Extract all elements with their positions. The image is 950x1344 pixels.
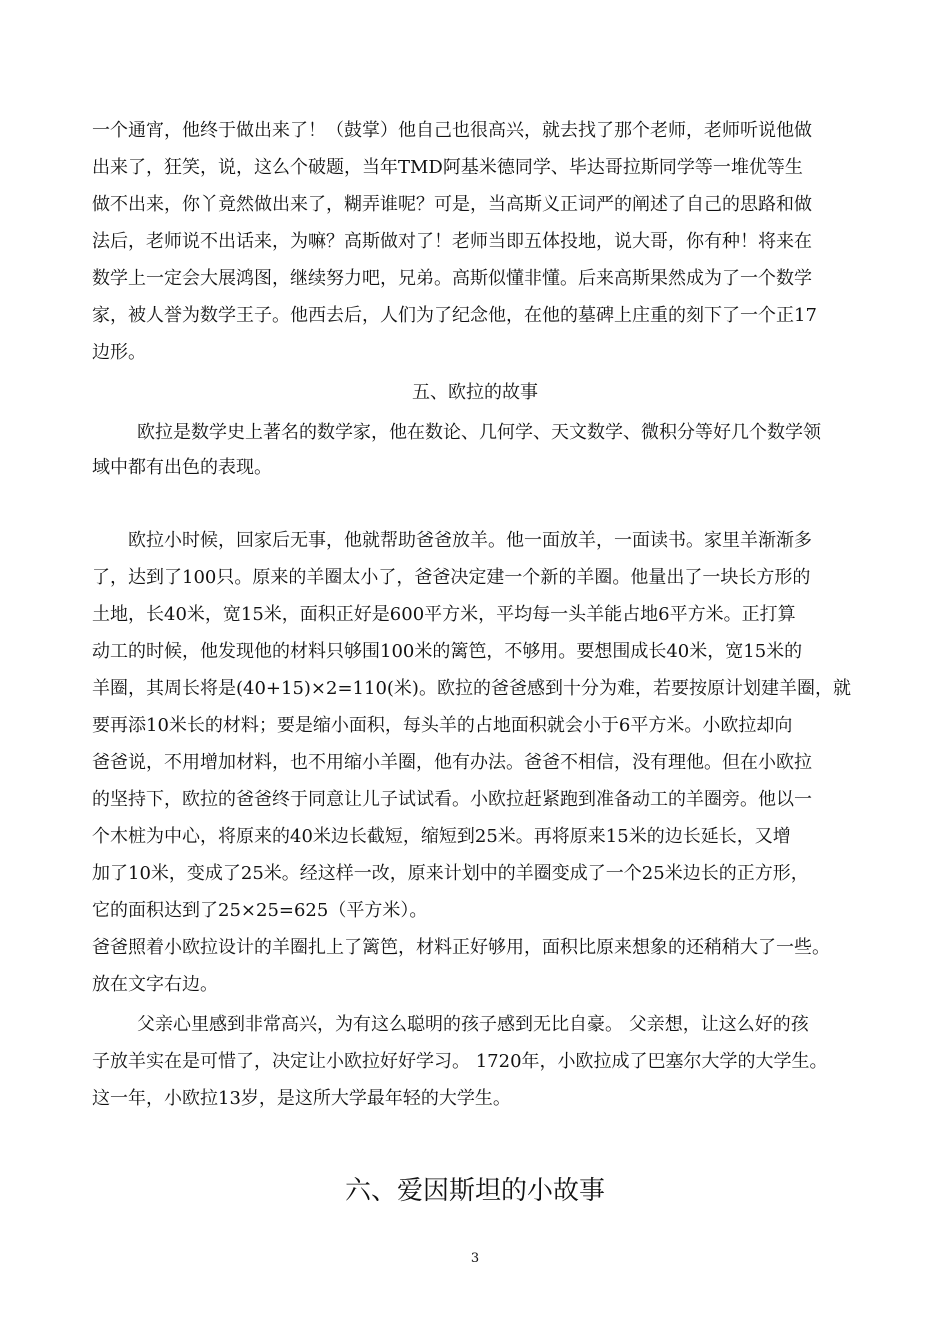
paragraph-line: 出来了，狂笑，说，这么个破题，当年TMD阿基米德同学、毕达哥拉斯同学等一堆优等生 — [92, 157, 803, 178]
paragraph-line: 的坚持下，欧拉的爸爸终于同意让儿子试试看。小欧拉赶紧跑到准备动工的羊圈旁。他以一 — [92, 789, 812, 810]
paragraph-line: 它的面积达到了25×25=625（平方米）。 — [92, 900, 428, 921]
page-number: 3 — [470, 1251, 480, 1266]
paragraph-line: 法后，老师说不出话来，为嘛？高斯做对了！老师当即五体投地，说大哥，你有种！将来在 — [92, 231, 812, 252]
paragraph-line: 要再添10米长的材料；要是缩小面积，每头羊的占地面积就会小于6平方米。小欧拉却向 — [92, 715, 793, 736]
paragraph-line: 羊圈，其周长将是(40+15)×2=110(米)。欧拉的爸爸感到十分为难，若要按原计划建羊圈，就 — [92, 678, 851, 699]
paragraph-line: 父亲心里感到非常高兴，为有这么聪明的孩子感到无比自豪。 父亲想，让这么好的孩 — [137, 1014, 809, 1035]
paragraph-line: 数学上一定会大展鸿图，继续努力吧，兄弟。高斯似懂非懂。后来高斯果然成为了一个数学 — [92, 268, 812, 289]
paragraph-line: 边形。 — [92, 342, 146, 363]
paragraph-line: 做不出来，你丫竟然做出来了，糊弄谁呢？可是，当高斯义正词严的阐述了自己的思路和做 — [92, 194, 812, 215]
paragraph-line: 了，达到了100只。原来的羊圈太小了，爸爸决定建一个新的羊圈。他量出了一块长方形的 — [92, 567, 811, 588]
paragraph-line: 子放羊实在是可惜了，决定让小欧拉好好学习。 1720年，小欧拉成了巴塞尔大学的大学生。 — [92, 1051, 828, 1072]
paragraph-line: 家，被人誉为数学王子。他西去后，人们为了纪念他，在他的墓碑上庄重的刻下了一个正17 — [92, 305, 817, 326]
chapter-heading: 六、爱因斯坦的小故事 — [344, 1176, 605, 1206]
paragraph-line: 爸爸照着小欧拉设计的羊圈扎上了篱笆，材料正好够用，面积比原来想象的还稍稍大了一些。 — [92, 937, 830, 958]
paragraph-line: 域中都有出色的表现。 — [92, 457, 272, 478]
paragraph-line: 这一年，小欧拉13岁，是这所大学最年轻的大学生。 — [92, 1088, 511, 1109]
paragraph-line: 加了10米，变成了25米。经这样一改，原来计划中的羊圈变成了一个25米边长的正方形， — [92, 863, 809, 884]
paragraph-line: 动工的时候，他发现他的材料只够围100米的篱笆，不够用。要想围成长40米，宽15米的 — [92, 641, 803, 662]
paragraph-line: 欧拉小时候，回家后无事，他就帮助爸爸放羊。他一面放羊，一面读书。家里羊渐渐多 — [128, 530, 812, 551]
paragraph-line: 放在文字右边。 — [92, 974, 218, 995]
paragraph-line: 欧拉是数学史上著名的数学家，他在数论、几何学、天文数学、微积分等好几个数学领 — [137, 422, 821, 443]
paragraph-line: 土地，长40米，宽15米，面积正好是600平方米，平均每一头羊能占地6平方米。正打算 — [92, 604, 796, 625]
paragraph-line: 个木桩为中心，将原来的40米边长截短，缩短到25米。再将原来15米的边长延长，又增 — [92, 826, 791, 847]
section-heading: 五、欧拉的故事 — [412, 382, 538, 403]
paragraph-line: 一个通宵，他终于做出来了！（鼓掌）他自己也很高兴，就去找了那个老师，老师听说他做 — [92, 120, 812, 141]
paragraph-line: 爸爸说，不用增加材料，也不用缩小羊圈，他有办法。爸爸不相信，没有理他。但在小欧拉 — [92, 752, 812, 773]
